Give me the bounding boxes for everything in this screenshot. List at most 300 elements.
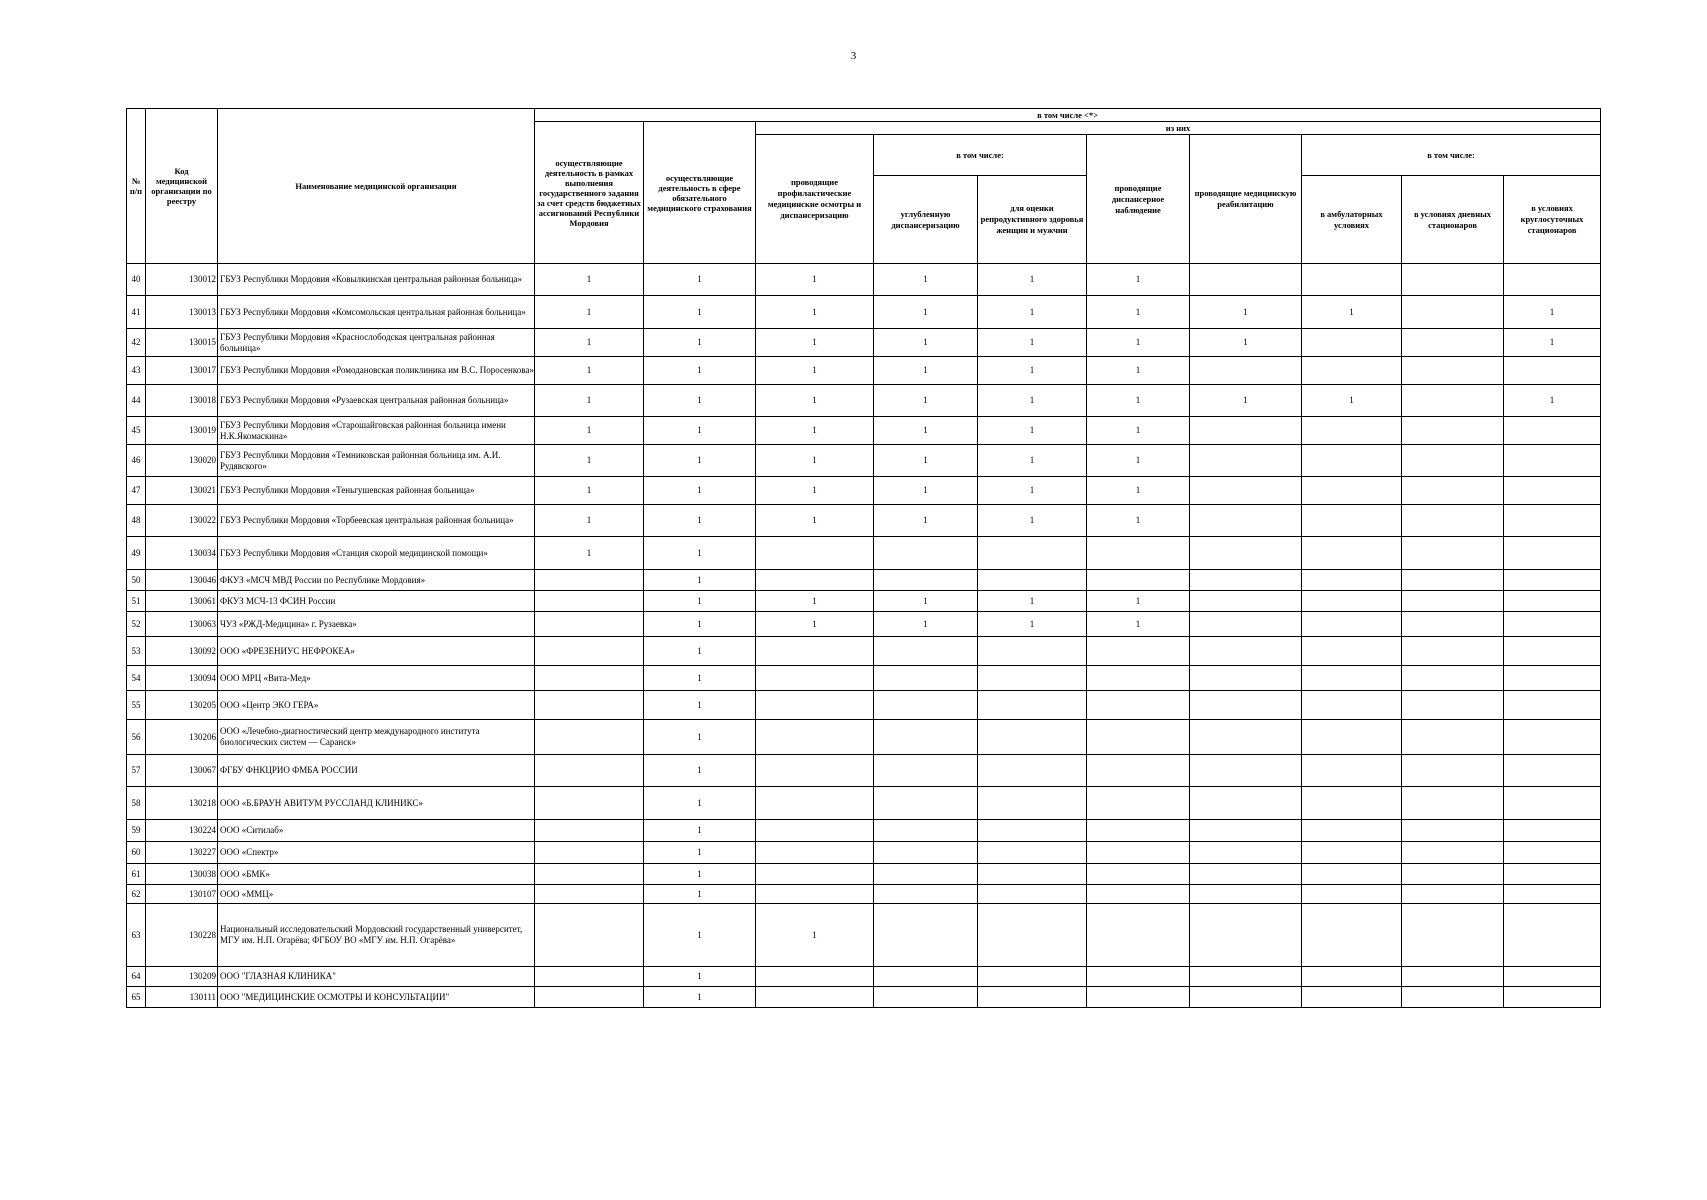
header-of-them: из них xyxy=(756,122,1601,135)
flag-cell xyxy=(535,755,644,787)
org-code: 130017 xyxy=(146,357,218,385)
flag-cell: 1 xyxy=(644,329,756,357)
flag-cell xyxy=(1087,666,1190,691)
org-name: ООО «БМК» xyxy=(218,864,535,885)
flag-cell xyxy=(1190,477,1302,505)
flag-cell xyxy=(535,820,644,842)
header-disp: проводящие диспансерное наблюдение xyxy=(1087,135,1190,264)
flag-cell xyxy=(756,967,874,987)
flag-cell xyxy=(1087,720,1190,755)
flag-cell xyxy=(978,570,1087,591)
flag-cell xyxy=(1402,505,1504,537)
flag-cell: 1 xyxy=(535,505,644,537)
flag-cell xyxy=(1087,755,1190,787)
flag-cell xyxy=(1087,820,1190,842)
page-number: 3 xyxy=(850,50,857,62)
flag-cell xyxy=(1402,787,1504,820)
header-amb: в амбулаторных условиях xyxy=(1302,176,1402,264)
flag-cell xyxy=(1302,967,1402,987)
table-row xyxy=(127,296,1601,329)
flag-cell xyxy=(1302,691,1402,720)
flag-cell xyxy=(874,864,978,885)
org-name: ГБУЗ Республики Мордовия «Рузаевская центральная районная больница» xyxy=(218,385,535,417)
row-number: 61 xyxy=(127,864,146,885)
row-number: 44 xyxy=(127,385,146,417)
org-code: 130061 xyxy=(146,591,218,612)
flag-cell: 1 xyxy=(874,417,978,445)
flag-cell: 1 xyxy=(644,755,756,787)
flag-cell xyxy=(1302,755,1402,787)
table-row xyxy=(127,264,1601,296)
flag-cell xyxy=(1302,329,1402,357)
flag-cell xyxy=(1402,445,1504,477)
flag-cell xyxy=(535,987,644,1008)
flag-cell: 1 xyxy=(644,637,756,666)
flag-cell: 1 xyxy=(644,967,756,987)
flag-cell xyxy=(1087,864,1190,885)
flag-cell: 1 xyxy=(1302,296,1402,329)
flag-cell xyxy=(874,570,978,591)
flag-cell xyxy=(1504,864,1601,885)
row-number: 65 xyxy=(127,987,146,1008)
org-code: 130107 xyxy=(146,885,218,904)
org-code: 130019 xyxy=(146,417,218,445)
header-name: Наименование медицинской организации xyxy=(218,109,535,264)
flag-cell xyxy=(1402,885,1504,904)
org-code: 130015 xyxy=(146,329,218,357)
flag-cell xyxy=(978,864,1087,885)
flag-cell xyxy=(1302,357,1402,385)
table-row xyxy=(127,537,1601,570)
table-row xyxy=(127,477,1601,505)
flag-cell xyxy=(1504,904,1601,967)
org-code: 130034 xyxy=(146,537,218,570)
table-row xyxy=(127,720,1601,755)
flag-cell xyxy=(1402,357,1504,385)
flag-cell: 1 xyxy=(874,477,978,505)
header-round: в условиях круглосуточных стационаров xyxy=(1504,176,1601,264)
flag-cell xyxy=(1504,787,1601,820)
table-body xyxy=(127,264,1601,1008)
flag-cell xyxy=(1402,537,1504,570)
flag-cell xyxy=(1402,591,1504,612)
flag-cell: 1 xyxy=(874,505,978,537)
org-name: ООО "МЕДИЦИНСКИЕ ОСМОТРЫ И КОНСУЛЬТАЦИИ" xyxy=(218,987,535,1008)
flag-cell xyxy=(1302,591,1402,612)
org-code: 130218 xyxy=(146,787,218,820)
header-oms: осуществляющие деятельность в сфере обязательного медицинского страхования xyxy=(644,122,756,264)
flag-cell xyxy=(1402,417,1504,445)
flag-cell: 1 xyxy=(1190,296,1302,329)
org-code: 130206 xyxy=(146,720,218,755)
table-row xyxy=(127,505,1601,537)
flag-cell xyxy=(1402,264,1504,296)
flag-cell xyxy=(1302,570,1402,591)
flag-cell xyxy=(1087,842,1190,864)
flag-cell xyxy=(756,720,874,755)
flag-cell: 1 xyxy=(756,445,874,477)
row-number: 51 xyxy=(127,591,146,612)
flag-cell: 1 xyxy=(1504,385,1601,417)
org-name: ФКУЗ «МСЧ МВД России по Республике Мордовия» xyxy=(218,570,535,591)
flag-cell: 1 xyxy=(978,591,1087,612)
table-row xyxy=(127,904,1601,967)
flag-cell: 1 xyxy=(1190,385,1302,417)
flag-cell xyxy=(874,720,978,755)
flag-cell xyxy=(978,885,1087,904)
org-name: ГБУЗ Республики Мордовия «Комсомольская центральная районная больница» xyxy=(218,296,535,329)
flag-cell: 1 xyxy=(1504,329,1601,357)
flag-cell xyxy=(978,987,1087,1008)
flag-cell xyxy=(978,842,1087,864)
row-number: 41 xyxy=(127,296,146,329)
flag-cell: 1 xyxy=(756,264,874,296)
flag-cell: 1 xyxy=(644,264,756,296)
flag-cell: 1 xyxy=(978,329,1087,357)
table-row xyxy=(127,329,1601,357)
header-budget: осуществляющие деятельность в рамках выполнения государственного задания за счет средств бюджетных ассигнований Республики Мордовия xyxy=(535,122,644,264)
flag-cell: 1 xyxy=(535,357,644,385)
flag-cell xyxy=(1504,264,1601,296)
org-code: 130111 xyxy=(146,987,218,1008)
flag-cell xyxy=(1190,357,1302,385)
flag-cell xyxy=(1087,637,1190,666)
flag-cell xyxy=(535,885,644,904)
flag-cell xyxy=(1302,987,1402,1008)
flag-cell xyxy=(535,666,644,691)
org-name: ГБУЗ Республики Мордовия «Темниковская районная больница им. А.И. Рудявского» xyxy=(218,445,535,477)
flag-cell: 1 xyxy=(644,357,756,385)
flag-cell xyxy=(1504,570,1601,591)
flag-cell xyxy=(1504,755,1601,787)
flag-cell xyxy=(535,864,644,885)
flag-cell xyxy=(1402,820,1504,842)
flag-cell: 1 xyxy=(644,591,756,612)
flag-cell: 1 xyxy=(1087,385,1190,417)
flag-cell xyxy=(1504,591,1601,612)
flag-cell xyxy=(1302,445,1402,477)
flag-cell xyxy=(535,904,644,967)
flag-cell: 1 xyxy=(978,296,1087,329)
flag-cell xyxy=(1302,417,1402,445)
flag-cell xyxy=(1504,666,1601,691)
flag-cell xyxy=(756,885,874,904)
organizations-table xyxy=(126,108,1601,1008)
row-number: 42 xyxy=(127,329,146,357)
flag-cell: 1 xyxy=(644,787,756,820)
flag-cell xyxy=(1190,864,1302,885)
header-day: в условиях дневных стационаров xyxy=(1402,176,1504,264)
header-code: Код медицинской организации по реестру xyxy=(146,109,218,264)
header-prof: проводящие профилактические медицинские осмотры и диспансеризацию xyxy=(756,135,874,264)
org-name: ГБУЗ Республики Мордовия «Торбеевская центральная районная больница» xyxy=(218,505,535,537)
row-number: 48 xyxy=(127,505,146,537)
header-deep: углубленную диспансеризацию xyxy=(874,176,978,264)
org-name: ФГБУ ФНКЦРИО ФМБА РОССИИ xyxy=(218,755,535,787)
flag-cell: 1 xyxy=(535,329,644,357)
row-number: 43 xyxy=(127,357,146,385)
flag-cell: 1 xyxy=(756,612,874,637)
org-code: 130227 xyxy=(146,842,218,864)
flag-cell xyxy=(978,691,1087,720)
org-name: ГБУЗ Республики Мордовия «Ромодановская поликлиника им В.С. Поросенкова» xyxy=(218,357,535,385)
flag-cell: 1 xyxy=(644,820,756,842)
org-code: 130228 xyxy=(146,904,218,967)
flag-cell xyxy=(1190,755,1302,787)
flag-cell: 1 xyxy=(644,477,756,505)
flag-cell xyxy=(756,691,874,720)
table-row xyxy=(127,357,1601,385)
flag-cell xyxy=(1504,537,1601,570)
flag-cell xyxy=(978,755,1087,787)
row-number: 47 xyxy=(127,477,146,505)
flag-cell: 1 xyxy=(644,417,756,445)
row-number: 59 xyxy=(127,820,146,842)
flag-cell xyxy=(1190,987,1302,1008)
row-number: 49 xyxy=(127,537,146,570)
flag-cell xyxy=(978,967,1087,987)
flag-cell: 1 xyxy=(644,842,756,864)
flag-cell xyxy=(1190,720,1302,755)
flag-cell xyxy=(1504,691,1601,720)
flag-cell xyxy=(1504,885,1601,904)
flag-cell xyxy=(1087,691,1190,720)
flag-cell xyxy=(1504,820,1601,842)
flag-cell xyxy=(1402,864,1504,885)
header-incl-2: в том числе: xyxy=(1302,135,1601,176)
org-name: ГБУЗ Республики Мордовия «Станция скорой медицинской помощи» xyxy=(218,537,535,570)
flag-cell: 1 xyxy=(756,417,874,445)
flag-cell xyxy=(1402,385,1504,417)
org-name: ГБУЗ Республики Мордовия «Краснослободская центральная районная больница» xyxy=(218,329,535,357)
flag-cell: 1 xyxy=(756,385,874,417)
flag-cell: 1 xyxy=(1087,329,1190,357)
flag-cell xyxy=(535,787,644,820)
flag-cell xyxy=(1402,987,1504,1008)
org-name: ООО "ГЛАЗНАЯ КЛИНИКА" xyxy=(218,967,535,987)
flag-cell xyxy=(1504,477,1601,505)
org-code: 130012 xyxy=(146,264,218,296)
flag-cell xyxy=(1190,666,1302,691)
flag-cell xyxy=(978,720,1087,755)
org-code: 130022 xyxy=(146,505,218,537)
flag-cell: 1 xyxy=(756,477,874,505)
flag-cell: 1 xyxy=(644,296,756,329)
flag-cell xyxy=(1504,842,1601,864)
org-name: ООО «Центр ЭКО ГЕРА» xyxy=(218,691,535,720)
table-row xyxy=(127,755,1601,787)
flag-cell: 1 xyxy=(644,612,756,637)
flag-cell xyxy=(874,666,978,691)
flag-cell xyxy=(756,755,874,787)
flag-cell xyxy=(1302,264,1402,296)
table-row xyxy=(127,967,1601,987)
flag-cell xyxy=(1190,445,1302,477)
flag-cell xyxy=(874,904,978,967)
flag-cell xyxy=(756,987,874,1008)
row-number: 52 xyxy=(127,612,146,637)
flag-cell: 1 xyxy=(1087,264,1190,296)
flag-cell xyxy=(1302,720,1402,755)
row-number: 45 xyxy=(127,417,146,445)
flag-cell: 1 xyxy=(535,296,644,329)
org-name: ГБУЗ Республики Мордовия «Старошайговская районная больница имени Н.К.Якомаскина» xyxy=(218,417,535,445)
flag-cell xyxy=(1302,842,1402,864)
flag-cell xyxy=(1504,637,1601,666)
org-code: 130067 xyxy=(146,755,218,787)
table-row xyxy=(127,691,1601,720)
flag-cell: 1 xyxy=(535,537,644,570)
flag-cell: 1 xyxy=(1087,357,1190,385)
flag-cell: 1 xyxy=(874,357,978,385)
flag-cell xyxy=(874,755,978,787)
org-name: ООО «Б.БРАУН АВИТУМ РУССЛАНД КЛИНИКС» xyxy=(218,787,535,820)
row-number: 64 xyxy=(127,967,146,987)
row-number: 58 xyxy=(127,787,146,820)
flag-cell: 1 xyxy=(1504,296,1601,329)
flag-cell xyxy=(756,537,874,570)
flag-cell: 1 xyxy=(756,329,874,357)
flag-cell: 1 xyxy=(874,296,978,329)
org-name: ООО «Ситилаб» xyxy=(218,820,535,842)
flag-cell: 1 xyxy=(644,885,756,904)
flag-cell xyxy=(978,904,1087,967)
flag-cell xyxy=(874,820,978,842)
flag-cell: 1 xyxy=(874,264,978,296)
flag-cell: 1 xyxy=(644,864,756,885)
flag-cell xyxy=(1087,967,1190,987)
org-name: ГБУЗ Республики Мордовия «Теньгушевская районная больница» xyxy=(218,477,535,505)
flag-cell xyxy=(1402,477,1504,505)
row-number: 54 xyxy=(127,666,146,691)
flag-cell: 1 xyxy=(535,385,644,417)
row-number: 60 xyxy=(127,842,146,864)
flag-cell xyxy=(756,666,874,691)
table-row xyxy=(127,885,1601,904)
flag-cell xyxy=(978,787,1087,820)
flag-cell xyxy=(1087,537,1190,570)
flag-cell xyxy=(1402,755,1504,787)
flag-cell: 1 xyxy=(1087,591,1190,612)
flag-cell: 1 xyxy=(874,385,978,417)
flag-cell xyxy=(874,842,978,864)
flag-cell xyxy=(535,720,644,755)
flag-cell: 1 xyxy=(644,904,756,967)
flag-cell xyxy=(978,666,1087,691)
org-code: 130205 xyxy=(146,691,218,720)
table-row xyxy=(127,417,1601,445)
flag-cell xyxy=(1302,904,1402,967)
flag-cell xyxy=(1402,967,1504,987)
flag-cell xyxy=(1190,537,1302,570)
flag-cell: 1 xyxy=(535,445,644,477)
flag-cell xyxy=(1087,787,1190,820)
flag-cell xyxy=(535,967,644,987)
table-row xyxy=(127,637,1601,666)
flag-cell xyxy=(1190,570,1302,591)
flag-cell: 1 xyxy=(874,591,978,612)
flag-cell: 1 xyxy=(1190,329,1302,357)
row-number: 50 xyxy=(127,570,146,591)
flag-cell: 1 xyxy=(756,904,874,967)
org-name: ЧУЗ «РЖД-Медицина» г. Рузаевка» xyxy=(218,612,535,637)
flag-cell xyxy=(1087,885,1190,904)
org-name: ООО «ММЦ» xyxy=(218,885,535,904)
flag-cell: 1 xyxy=(978,612,1087,637)
flag-cell: 1 xyxy=(874,445,978,477)
flag-cell xyxy=(1302,885,1402,904)
flag-cell: 1 xyxy=(644,691,756,720)
flag-cell xyxy=(1402,904,1504,967)
flag-cell xyxy=(1402,666,1504,691)
flag-cell: 1 xyxy=(978,445,1087,477)
flag-cell: 1 xyxy=(644,505,756,537)
flag-cell xyxy=(874,537,978,570)
flag-cell xyxy=(1402,637,1504,666)
org-name: ООО «Спектр» xyxy=(218,842,535,864)
header-rehab: проводящие медицинскую реабилитацию xyxy=(1190,135,1302,264)
flag-cell xyxy=(535,570,644,591)
flag-cell xyxy=(1190,885,1302,904)
flag-cell xyxy=(1087,987,1190,1008)
flag-cell xyxy=(756,570,874,591)
flag-cell xyxy=(1302,820,1402,842)
flag-cell: 1 xyxy=(978,385,1087,417)
row-number: 56 xyxy=(127,720,146,755)
flag-cell: 1 xyxy=(756,591,874,612)
flag-cell xyxy=(1504,505,1601,537)
org-name: ООО МРЦ «Вита-Мед» xyxy=(218,666,535,691)
flag-cell xyxy=(1302,637,1402,666)
flag-cell xyxy=(1504,417,1601,445)
org-name: ФКУЗ МСЧ-13 ФСИН России xyxy=(218,591,535,612)
org-code: 130018 xyxy=(146,385,218,417)
flag-cell xyxy=(1302,537,1402,570)
row-number: 63 xyxy=(127,904,146,967)
flag-cell xyxy=(1190,637,1302,666)
table-row xyxy=(127,570,1601,591)
flag-cell xyxy=(1402,329,1504,357)
flag-cell xyxy=(1190,264,1302,296)
flag-cell xyxy=(1190,842,1302,864)
flag-cell: 1 xyxy=(1087,296,1190,329)
org-code: 130038 xyxy=(146,864,218,885)
flag-cell xyxy=(1402,720,1504,755)
row-number: 46 xyxy=(127,445,146,477)
flag-cell xyxy=(1190,967,1302,987)
table-row xyxy=(127,445,1601,477)
flag-cell: 1 xyxy=(644,445,756,477)
header-incl-1: в том числе: xyxy=(874,135,1087,176)
flag-cell xyxy=(535,591,644,612)
flag-cell: 1 xyxy=(644,385,756,417)
flag-cell xyxy=(1190,787,1302,820)
flag-cell: 1 xyxy=(978,357,1087,385)
flag-cell: 1 xyxy=(874,612,978,637)
table-row xyxy=(127,787,1601,820)
flag-cell xyxy=(1504,720,1601,755)
flag-cell: 1 xyxy=(756,357,874,385)
flag-cell: 1 xyxy=(1302,385,1402,417)
flag-cell xyxy=(978,637,1087,666)
flag-cell: 1 xyxy=(644,666,756,691)
header-num: № п/п xyxy=(127,109,146,264)
row-number: 57 xyxy=(127,755,146,787)
row-number: 40 xyxy=(127,264,146,296)
table-row xyxy=(127,591,1601,612)
flag-cell: 1 xyxy=(644,987,756,1008)
org-code: 130013 xyxy=(146,296,218,329)
